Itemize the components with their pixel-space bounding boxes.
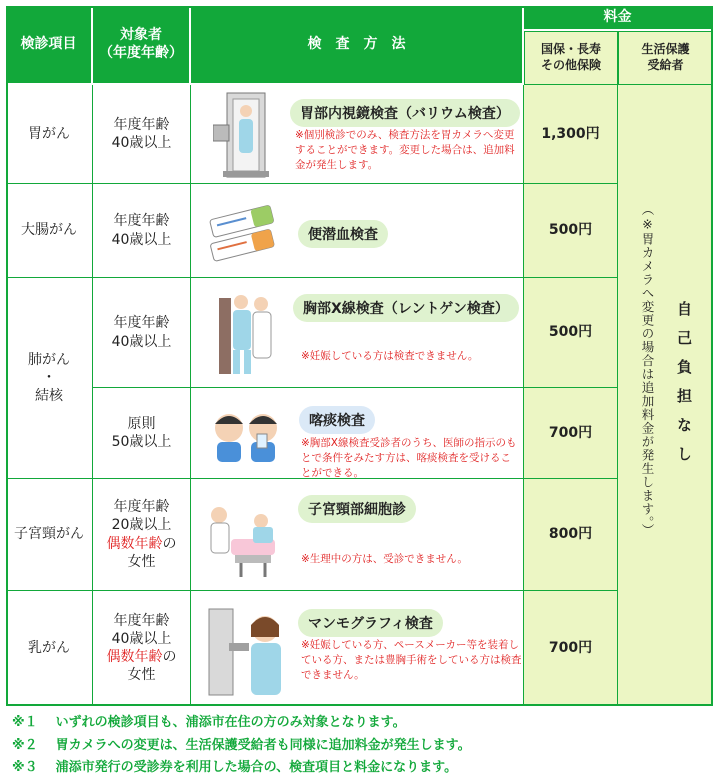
fee-stomach xyxy=(524,85,618,184)
header-fee-label: 料金 xyxy=(603,8,632,25)
xray-machine-illustration xyxy=(213,91,275,179)
target-line: 50歳以上 xyxy=(111,434,172,450)
fee-value: 700円 xyxy=(548,424,593,441)
method-cervical-text: 子宮頸部細胞診 xyxy=(308,502,406,518)
method-cervical-title xyxy=(298,495,416,523)
method-sputum xyxy=(191,388,524,479)
method-breast-text: マンモグラフィ検査 xyxy=(308,616,433,632)
method-sputum-note: ※胸部X線検査受診者のうち、医師の指示のもとで条件をみたす方は、喀痰検査を受けることができる。 xyxy=(301,437,517,480)
header-method xyxy=(191,6,524,85)
item-tb-label: 結核 xyxy=(35,388,63,405)
header-fee-insurance xyxy=(524,31,618,85)
item-cervical-label: 子宮頸がん xyxy=(14,526,84,543)
target-even-age xyxy=(107,535,177,553)
fee-col1-line2: その他保険 xyxy=(540,58,601,72)
item-cervical xyxy=(6,479,93,591)
footnote-text: いずれの検診項目も、浦添市在住の方のみ対象となります。 xyxy=(55,715,406,730)
header-fee xyxy=(524,6,713,31)
item-breast xyxy=(6,591,93,706)
target-line: 40歳以上 xyxy=(111,135,172,151)
method-breast-title xyxy=(298,609,443,637)
target-cervical xyxy=(93,479,191,591)
method-stomach xyxy=(191,85,524,184)
target-sputum xyxy=(93,388,191,479)
screening-table xyxy=(6,6,713,706)
footnote-mark: ※１ xyxy=(12,715,38,730)
target-line: 年度年齢 xyxy=(113,315,170,332)
footnote-text: 胃カメラへの変更は、生活保護受給者も同様に追加料金が発生します。 xyxy=(55,738,471,753)
fee-col2-line1: 生活保護 xyxy=(641,42,690,57)
header-target-label: 対象者 xyxy=(120,27,162,43)
header-target-sub: （年度年齢） xyxy=(99,44,183,61)
method-breast-note: ※妊娠している方、ペースメーカー等を装着している方、または豊胸手術をしている方は検査できません。 xyxy=(301,639,522,682)
header-item xyxy=(6,6,93,85)
target-line: 年度年齢 xyxy=(113,499,170,516)
method-chest-title xyxy=(293,294,519,322)
item-lung-label: 肺がん xyxy=(28,351,70,368)
target-line: 女性 xyxy=(127,667,156,684)
target-line: 40歳以上 xyxy=(111,630,172,647)
method-stomach-text: 胃部内視鏡検査（バリウム検査） xyxy=(300,106,510,122)
target-line: 40歳以上 xyxy=(111,231,172,248)
footnote-2 xyxy=(12,734,471,753)
target-line: 女性 xyxy=(127,553,156,570)
even-age-suffix: の xyxy=(162,649,177,665)
method-chest-text: 胸部X線検査（レントゲン検査） xyxy=(303,301,509,317)
header-fee-welfare xyxy=(618,31,713,85)
method-colon xyxy=(191,184,524,278)
chest-xray-illustration xyxy=(217,288,277,380)
method-colon-title xyxy=(298,220,388,248)
item-colon-label: 大腸がん xyxy=(21,222,77,239)
method-sputum-title xyxy=(299,406,375,434)
fee-breast xyxy=(524,591,618,706)
fee-colon xyxy=(524,184,618,278)
fee-sputum xyxy=(524,388,618,479)
welfare-vertical-note: （※胃カメラへ変更の場合は追加料金が発生します。） xyxy=(640,203,655,537)
mammography-illustration xyxy=(207,603,287,699)
footnote-text: 浦添市発行の受診券を利用した場合の、検査項目と料金になります。 xyxy=(55,760,458,775)
fee-col1-line1: 国保・長寿 xyxy=(540,42,601,57)
header-item-label: 検診項目 xyxy=(20,35,77,52)
fee-value: 800円 xyxy=(548,526,593,543)
header-method-label: 検 査 方 法 xyxy=(307,35,406,52)
target-line: 年度年齢 xyxy=(113,612,170,629)
target-line: 40歳以上 xyxy=(111,333,172,350)
target-stomach xyxy=(93,85,191,184)
target-colon xyxy=(93,184,191,278)
method-sputum-text: 喀痰検査 xyxy=(309,413,365,429)
method-chest xyxy=(191,278,524,388)
target-lung xyxy=(93,278,191,388)
fee-value: 1,300円 xyxy=(541,125,600,142)
footnote-mark: ※２ xyxy=(12,738,38,753)
welfare-fee-cell xyxy=(618,85,713,706)
footnote-1 xyxy=(12,711,406,730)
fee-value: 500円 xyxy=(548,324,593,341)
item-colon xyxy=(6,184,93,278)
sputum-test-illustration xyxy=(211,408,281,464)
target-even-age xyxy=(107,648,177,666)
welfare-self-pay-label: 自己負担なし xyxy=(675,301,693,475)
stool-test-kit-illustration xyxy=(205,198,283,262)
item-breast-label: 乳がん xyxy=(28,639,70,656)
item-stomach-label: 胃がん xyxy=(28,125,70,142)
item-lung-dot: ・ xyxy=(42,369,56,386)
method-stomach-title xyxy=(290,99,520,127)
item-lung xyxy=(6,278,93,479)
even-age-label: 偶数年齢 xyxy=(106,649,163,665)
method-cervical-note: ※生理中の方は、受診できません。 xyxy=(301,553,468,565)
method-cervical xyxy=(191,479,524,591)
header-target xyxy=(93,6,191,85)
target-line: 年度年齢 xyxy=(113,213,170,230)
cervical-exam-illustration xyxy=(201,499,287,579)
fee-chest xyxy=(524,278,618,388)
target-line: 原則 xyxy=(127,415,156,432)
even-age-suffix: の xyxy=(162,535,177,552)
target-line: 20歳以上 xyxy=(111,517,172,534)
item-stomach xyxy=(6,85,93,184)
footnote-mark: ※３ xyxy=(12,760,38,775)
fee-col2-line2: 受給者 xyxy=(647,58,684,72)
even-age-label: 偶数年齢 xyxy=(106,535,163,552)
footnote-3 xyxy=(12,756,457,775)
fee-value: 500円 xyxy=(548,222,593,239)
target-line: 年度年齢 xyxy=(113,116,170,133)
method-breast xyxy=(191,591,524,706)
fee-value: 700円 xyxy=(548,639,593,656)
method-chest-note: ※妊娠している方は検査できません。 xyxy=(301,350,479,362)
fee-cervical xyxy=(524,479,618,591)
method-stomach-note: ※個別検診でのみ、検査方法を胃カメラへ変更することができます。変更した場合は、追加料金が発生します。 xyxy=(295,129,515,172)
target-breast xyxy=(93,591,191,706)
method-colon-text: 便潜血検査 xyxy=(308,227,378,243)
